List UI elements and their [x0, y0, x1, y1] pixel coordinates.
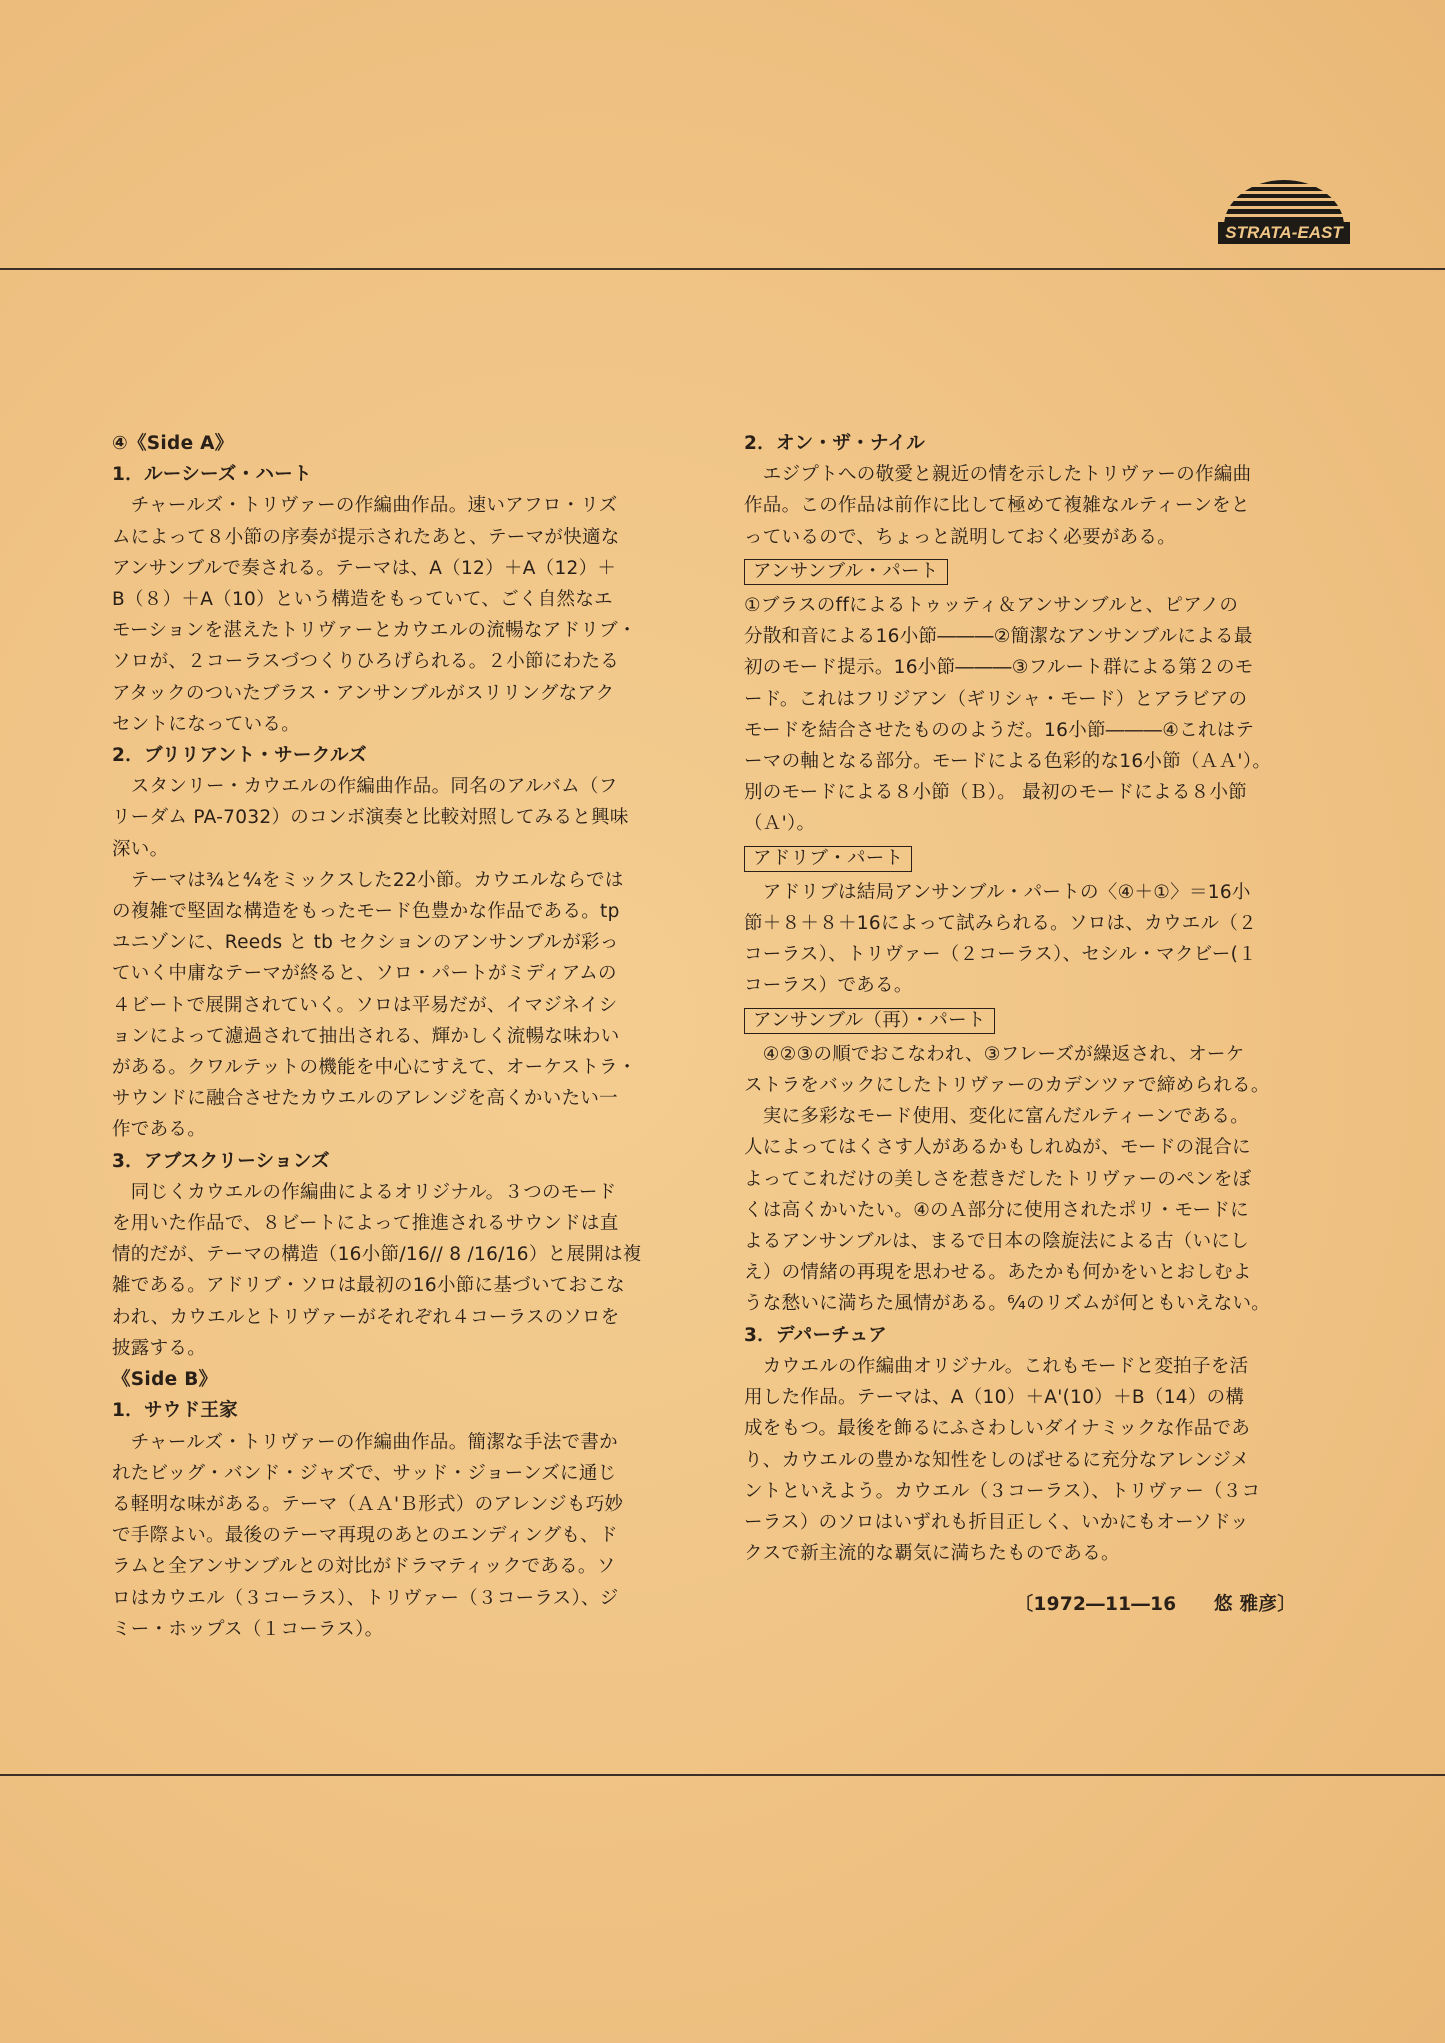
section-label [744, 843, 1306, 874]
text-line: り、カウエルの豊かな知性をしのばせるに充分なアレンジメ [744, 1449, 1250, 1471]
text-line: エジプトへの敬愛と親近の情を示したトリヴァーの作編曲 [744, 464, 1252, 486]
text-line: 初のモード提示。16小節―――③フルート群による第２のモ [744, 657, 1254, 679]
track-heading: 2．オン・ザ・ナイル [744, 433, 926, 454]
text-line: クスで新主流的な覇気に満ちたものである。 [744, 1543, 1120, 1565]
text-line: ミー・ホップス（１コーラス）。 [112, 1618, 384, 1640]
text-line: ムによって８小節の序奏が提示されたあと、テーマが快適な [112, 526, 620, 548]
text-line: B（８）＋A（10）という構造をもっていて、ごく自然なエ [112, 589, 613, 611]
text-line: チャールズ・トリヴァーの作編曲作品。簡潔な手法で書か [112, 1431, 618, 1453]
text-line: 別のモードによる８小節（Ｂ）。 最初のモードによる８小節 [744, 782, 1248, 804]
track-heading: ④《Side A》 [112, 433, 234, 454]
track-heading: 《Side B》 [112, 1369, 218, 1391]
text-line: 披露する。 [112, 1337, 207, 1359]
track-heading: 2．ブリリアント・サークルズ [112, 745, 367, 767]
text-line: テーマは¾と⁴⁄₄をミックスした22小節。カウエルならでは [112, 869, 624, 891]
text-line: よってこれだけの美しさを惹きだしたトリヴァーのペンをぼ [744, 1168, 1252, 1190]
track-heading: 1．サウド王家 [112, 1400, 238, 1422]
text-line: ていく中庸なテーマが終ると、ソロ・パートがミディアムの [112, 963, 617, 985]
text-line: （Ａ'）。 [744, 813, 816, 835]
text-line: ユニゾンに、Reeds と tb セクションのアンサンブルが彩っ [112, 932, 619, 954]
text-line: 成をもつ。最後を飾るにふさわしいダイナミックな作品であ [744, 1418, 1251, 1440]
track-heading: 1．ルーシーズ・ハート [112, 464, 312, 486]
text-line: サウンドに融合させたカウエルのアレンジを高くかいたい一 [112, 1088, 618, 1110]
text-line: リーダム PA-7032）のコンボ演奏と比較対照してみると興味 [112, 807, 629, 829]
text-line: アタックのついたブラス・アンサンブルがスリリングなアク [112, 682, 615, 704]
boxed-heading: アドリブ・パート [744, 846, 912, 872]
text-line: を用いた作品で、８ビートによって推進されるサウンドは直 [112, 1213, 619, 1235]
text-line: っているので、ちょっと説明しておく必要がある。 [744, 526, 1177, 548]
text-line: ④②③の順でおこなわれ、③フレーズが繰返され、オーケ [744, 1043, 1245, 1065]
text-line: れたビッグ・バンド・ジャズで、サッド・ジョーンズに通じ [112, 1462, 617, 1484]
text-line: の複雑で堅固な構造をもったモード色豊かな作品である。tp [112, 901, 620, 923]
text-line: え）の情緒の再現を思わせる。あたかも何かをいとおしむよ [744, 1262, 1252, 1284]
text-line: ーラス）のソロはいずれも折目正しく、いかにもオーソドッ [744, 1511, 1249, 1533]
boxed-heading: アンサンブル・パート [744, 559, 948, 585]
section-label [744, 556, 1306, 587]
text-line: スタンリー・カウエルの作編曲作品。同名のアルバム（フ [112, 776, 618, 798]
text-line: ントといえよう。カウエル（３コーラス）、トリヴァー（３コ [744, 1480, 1261, 1502]
text-line: 作品。この作品は前作に比して極めて複雑なルティーンをと [744, 495, 1250, 517]
left-column [112, 428, 712, 1645]
track-heading: 3．デパーチュア [744, 1324, 888, 1346]
text-line: ーマの軸となる部分。モードによる色彩的な16小節（ＡＡ'）。 [744, 751, 1272, 773]
text-line: 実に多彩なモード使用、変化に富んだルティーンである。 [744, 1106, 1250, 1128]
text-line: ストラをバックにしたトリヴァーのカデンツァで締められる。 [744, 1075, 1270, 1097]
text-line: アドリブは結局アンサンブル・パートの〈④＋①〉＝16小 [744, 881, 1251, 903]
text-line: ４ビートで展開されていく。ソロは平易だが、イマジネイシ [112, 994, 618, 1016]
text-line: くは高くかいたい。④のＡ部分に使用されたポリ・モードに [744, 1199, 1249, 1221]
text-line: うな愁いに満ちた風情がある。⁶⁄₄のリズムが何ともいえない。 [744, 1293, 1271, 1315]
sunrise-logo-icon [1218, 178, 1350, 226]
text-line: よるアンサンブルは、まるで日本の陰旋法による古（いにし [744, 1231, 1250, 1253]
text-line: アンサンブルで奏される。テーマは、A（12）＋A（12）＋ [112, 557, 617, 579]
text-line: 用した作品。テーマは、A（10）＋A'(10）＋B（14）の構 [744, 1387, 1245, 1409]
text-line: 作である。 [112, 1119, 207, 1141]
bottom-divider [0, 1774, 1445, 1776]
text-line: で手際よい。最後のテーマ再現のあとのエンディングも、ド [112, 1525, 618, 1547]
section-label [744, 1005, 1306, 1036]
track-heading: 3．アブスクリーションズ [112, 1150, 330, 1172]
boxed-heading: アンサンブル（再）・パート [744, 1008, 995, 1034]
logo-wordmark: STRATA-EAST [1218, 222, 1350, 244]
text-line: モーションを湛えたトリヴァーとカウエルの流暢なアドリブ・ [112, 620, 637, 642]
text-line: チャールズ・トリヴァーの作編曲作品。速いアフロ・リズ [112, 495, 618, 517]
text-line: ①ブラスのffによるトゥッティ＆アンサンブルと、ピアノの [744, 595, 1239, 617]
signature: 〔1972―11―16 悠 雅彦〕 [1014, 1594, 1296, 1616]
text-line: 節＋８＋８＋16によって試みられる。ソロは、カウエル（２ [744, 913, 1257, 935]
text-line: 深い。 [112, 838, 169, 860]
text-line: セントになっている。 [112, 713, 301, 735]
text-line: ョンによって濾過されて抽出される、輝かしく流暢な味わい [112, 1025, 620, 1047]
text-line: 雑である。アドリブ・ソロは最初の16小節に基づいておこな [112, 1275, 625, 1297]
text-line: 分散和音による16小節―――②簡潔なアンサンブルによる最 [744, 626, 1253, 648]
text-line: る軽明な味がある。テーマ（ＡＡ'Ｂ形式）のアレンジも巧妙 [112, 1493, 624, 1515]
text-line: カウエルの作編曲オリジナル。これもモードと変拍子を活 [744, 1355, 1249, 1377]
text-line: ロはカウエル（３コーラス）、トリヴァー（３コーラス）、ジ [112, 1587, 619, 1609]
text-line: コーラス）である。 [744, 975, 913, 997]
text-line: われ、カウエルとトリヴァーがそれぞれ４コーラスのソロを [112, 1306, 620, 1328]
strata-east-logo [1218, 178, 1350, 244]
text-line: がある。クワルテットの機能を中心にすえて、オーケストラ・ [112, 1057, 637, 1079]
text-line: コーラス）、トリヴァー（２コーラス）、セシル・マクビー(１ [744, 944, 1257, 966]
right-column [744, 428, 1306, 1621]
text-line: 情的だが、テーマの構造（16小節/16// 8 /16/16）と展開は複 [112, 1244, 642, 1266]
top-divider [0, 268, 1445, 270]
text-line: 同じくカウエルの作編曲によるオリジナル。３つのモード [112, 1181, 617, 1203]
text-line: モードを結合させたもののようだ。16小節―――④これはテ [744, 719, 1255, 741]
text-line: 人によってはくさす人があるかもしれぬが、モードの混合に [744, 1137, 1251, 1159]
text-line: ソロが、２コーラスづつくりひろげられる。２小節にわたる [112, 651, 620, 673]
text-line: ード。これはフリジアン（ギリシャ・モード）とアラビアの [744, 688, 1248, 710]
text-line: ラムと全アンサンブルとの対比がドラマティックである。ソ [112, 1556, 616, 1578]
